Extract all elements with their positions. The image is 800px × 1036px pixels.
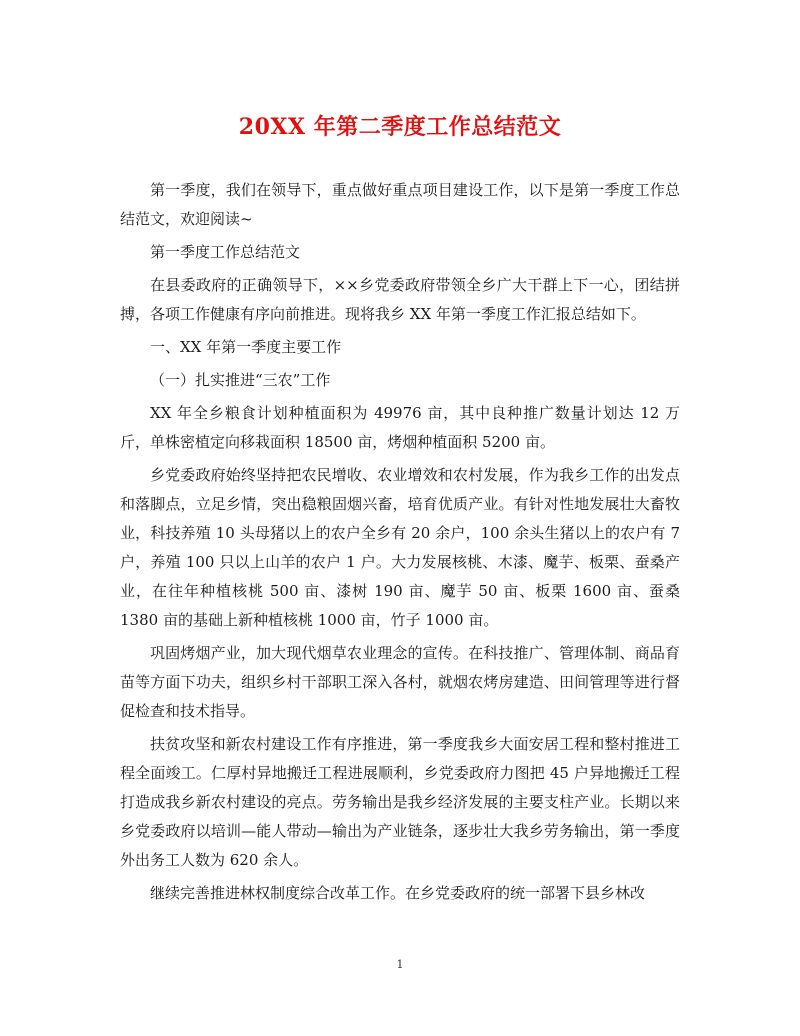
paragraph-agriculture: 乡党委政府始终坚持把农民增收、农业增效和农村发展，作为我乡工作的出发点和落脚点，立足乡情，突出稳粮固烟兴畜，培育优质产业。有针对性地发展壮大畜牧业，科技养殖 10 头母猪以上的农户全乡有 20 余户，100 余头生猪以上的农户有 7 户，养殖 100 只以上山羊的农户 1 户。大力发展核桃、木漆、魔芋、板栗、蚕桑产业，在往年种植核桃 500 亩、漆树 190 亩、魔芋 50 亩、板栗 1600 亩、蚕桑 1380 亩的基础上新种植核桃 1000 亩，竹子 1000 亩。 <box>120 466 680 629</box>
paragraph-grain: XX 年全乡粮食计划种植面积为 49976 亩，其中良种推广数量计划达 12 万斤，单株密植定向移栽面积 18500 亩，烤烟种植面积 5200 亩。 <box>120 404 680 451</box>
page-number: 1 <box>396 958 404 971</box>
paragraph-subtitle: 第一季度工作总结范文 <box>150 243 301 261</box>
paragraph-forestry: 继续完善推进林权制度综合改革工作。在乡党委政府的统一部署下县乡林改 <box>150 884 646 902</box>
subsection-heading: （一）扎实推进“三农”工作 <box>150 371 331 389</box>
paragraph-opening: 在县委政府的正确领导下，××乡党委政府带领全乡广大干群上下一心，团结拼搏，各项工作健康有序向前推进。现将我乡 XX 年第一季度工作汇报总结如下。 <box>120 276 680 323</box>
document-body <box>120 176 680 912</box>
paragraph-tobacco: 巩固烤烟产业，加大现代烟草农业理念的宣传。在科技推广、管理体制、商品育苗等方面下功夫，组织乡村干部职工深入各村，就烟农烤房建造、田间管理等进行督促检查和技术指导。 <box>120 644 680 720</box>
paragraph-intro: 第一季度，我们在领导下，重点做好重点项目建设工作，以下是第一季度工作总结范文，欢迎阅读~ <box>120 181 680 228</box>
document-title: 20XX 年第二季度工作总结范文 <box>238 114 562 140</box>
section-heading: 一、XX 年第一季度主要工作 <box>150 338 342 356</box>
paragraph-poverty: 扶贫攻坚和新农村建设工作有序推进，第一季度我乡大面安居工程和整村推进工程全面竣工。仁厚村异地搬迁工程进展顺利，乡党委政府力图把 45 户异地搬迁工程打造成我乡新农村建设的亮点。劳务输出是我乡经济发展的主要支柱产业。长期以来乡党委政府以培训—能人带动—输出为产业链条，逐步壮大我乡劳务输出，第一季度外出务工人数为 620 余人。 <box>120 735 680 869</box>
